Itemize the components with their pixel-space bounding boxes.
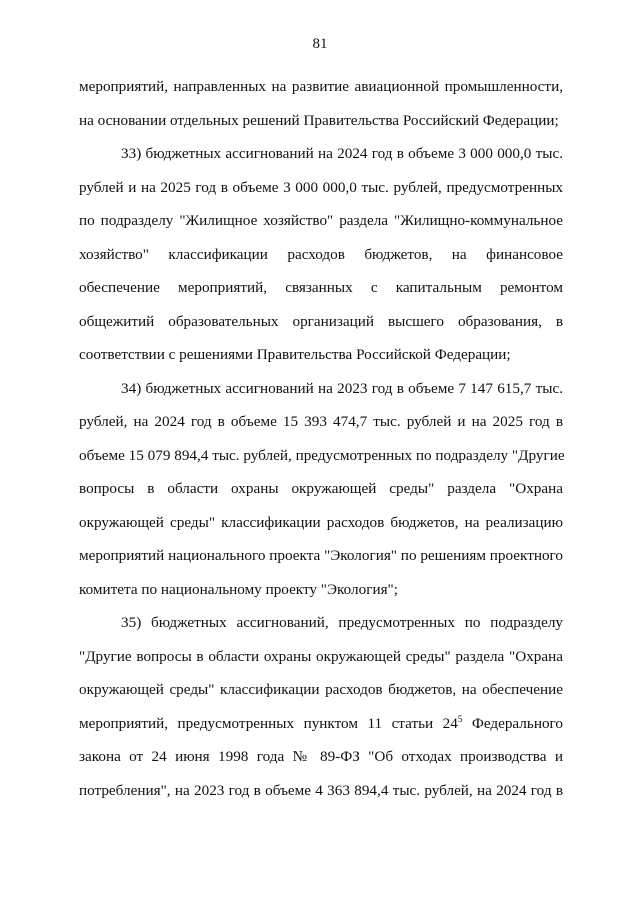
document-body	[79, 70, 563, 807]
text-line-with-superscript	[79, 707, 563, 741]
text-line: закона от 24 июня 1998 года № 89-ФЗ "Об отходах производства и	[79, 748, 563, 765]
text-line: рублей и на 2025 год в объеме 3 000 000,0 тыс. рублей, предусмотренных	[79, 178, 563, 196]
text-line: окружающей среды" классификации расходов бюджетов, на реализацию	[79, 513, 563, 531]
text-line: мероприятий, направленных на развитие авиационной промышленности,	[79, 78, 563, 95]
page-number: 81	[312, 36, 328, 52]
text-line: рублей, на 2024 год в объеме 15 393 474,7 тыс. рублей и на 2025 год в	[79, 413, 563, 430]
text-line: общежитий образовательных организаций высшего образования, в	[79, 312, 563, 330]
text-line: хозяйство" классификации расходов бюджетов, на финансовое	[79, 245, 563, 263]
text-line: обеспечение мероприятий, связанных с капитальным ремонтом	[79, 279, 563, 296]
text-line: мероприятий национального проекта "Экология" по решениям проектного	[79, 547, 563, 564]
text-line: 35) бюджетных ассигнований, предусмотренных по подразделу	[121, 614, 563, 631]
superscript: 5	[457, 713, 463, 724]
text-line: потребления", на 2023 год в объеме 4 363 894,4 тыс. рублей, на 2024 год в	[79, 781, 563, 799]
text-line: "Другие вопросы в области охраны окружающей среды" раздела "Охрана	[79, 647, 563, 665]
text-line: соответствии с решениями Правительства Российской Федерации;	[79, 346, 511, 363]
text-line: объеме 15 079 894,4 тыс. рублей, предусмотренных по подразделу "Другие	[79, 446, 565, 464]
text-line: комитета по национальному проекту "Экология";	[79, 580, 398, 598]
text-line: на основании отдельных решений Правительства Российский Федерации;	[79, 111, 559, 129]
text-line: 34) бюджетных ассигнований на 2023 год в объеме 7 147 615,7 тыс.	[121, 379, 563, 397]
text-line: 33) бюджетных ассигнований на 2024 год в объеме 3 000 000,0 тыс.	[121, 145, 563, 162]
text-segment: мероприятий, предусмотренных пунктом 11 статьи 24	[79, 714, 458, 732]
text-line: по подразделу "Жилищное хозяйство" раздела "Жилищно-коммунальное	[79, 212, 563, 229]
text-line: вопросы в области охраны окружающей среды" раздела "Охрана	[79, 480, 563, 497]
text-segment: Федерального	[462, 714, 563, 732]
text-line: окружающей среды" классификации расходов бюджетов, на обеспечение	[79, 681, 563, 698]
